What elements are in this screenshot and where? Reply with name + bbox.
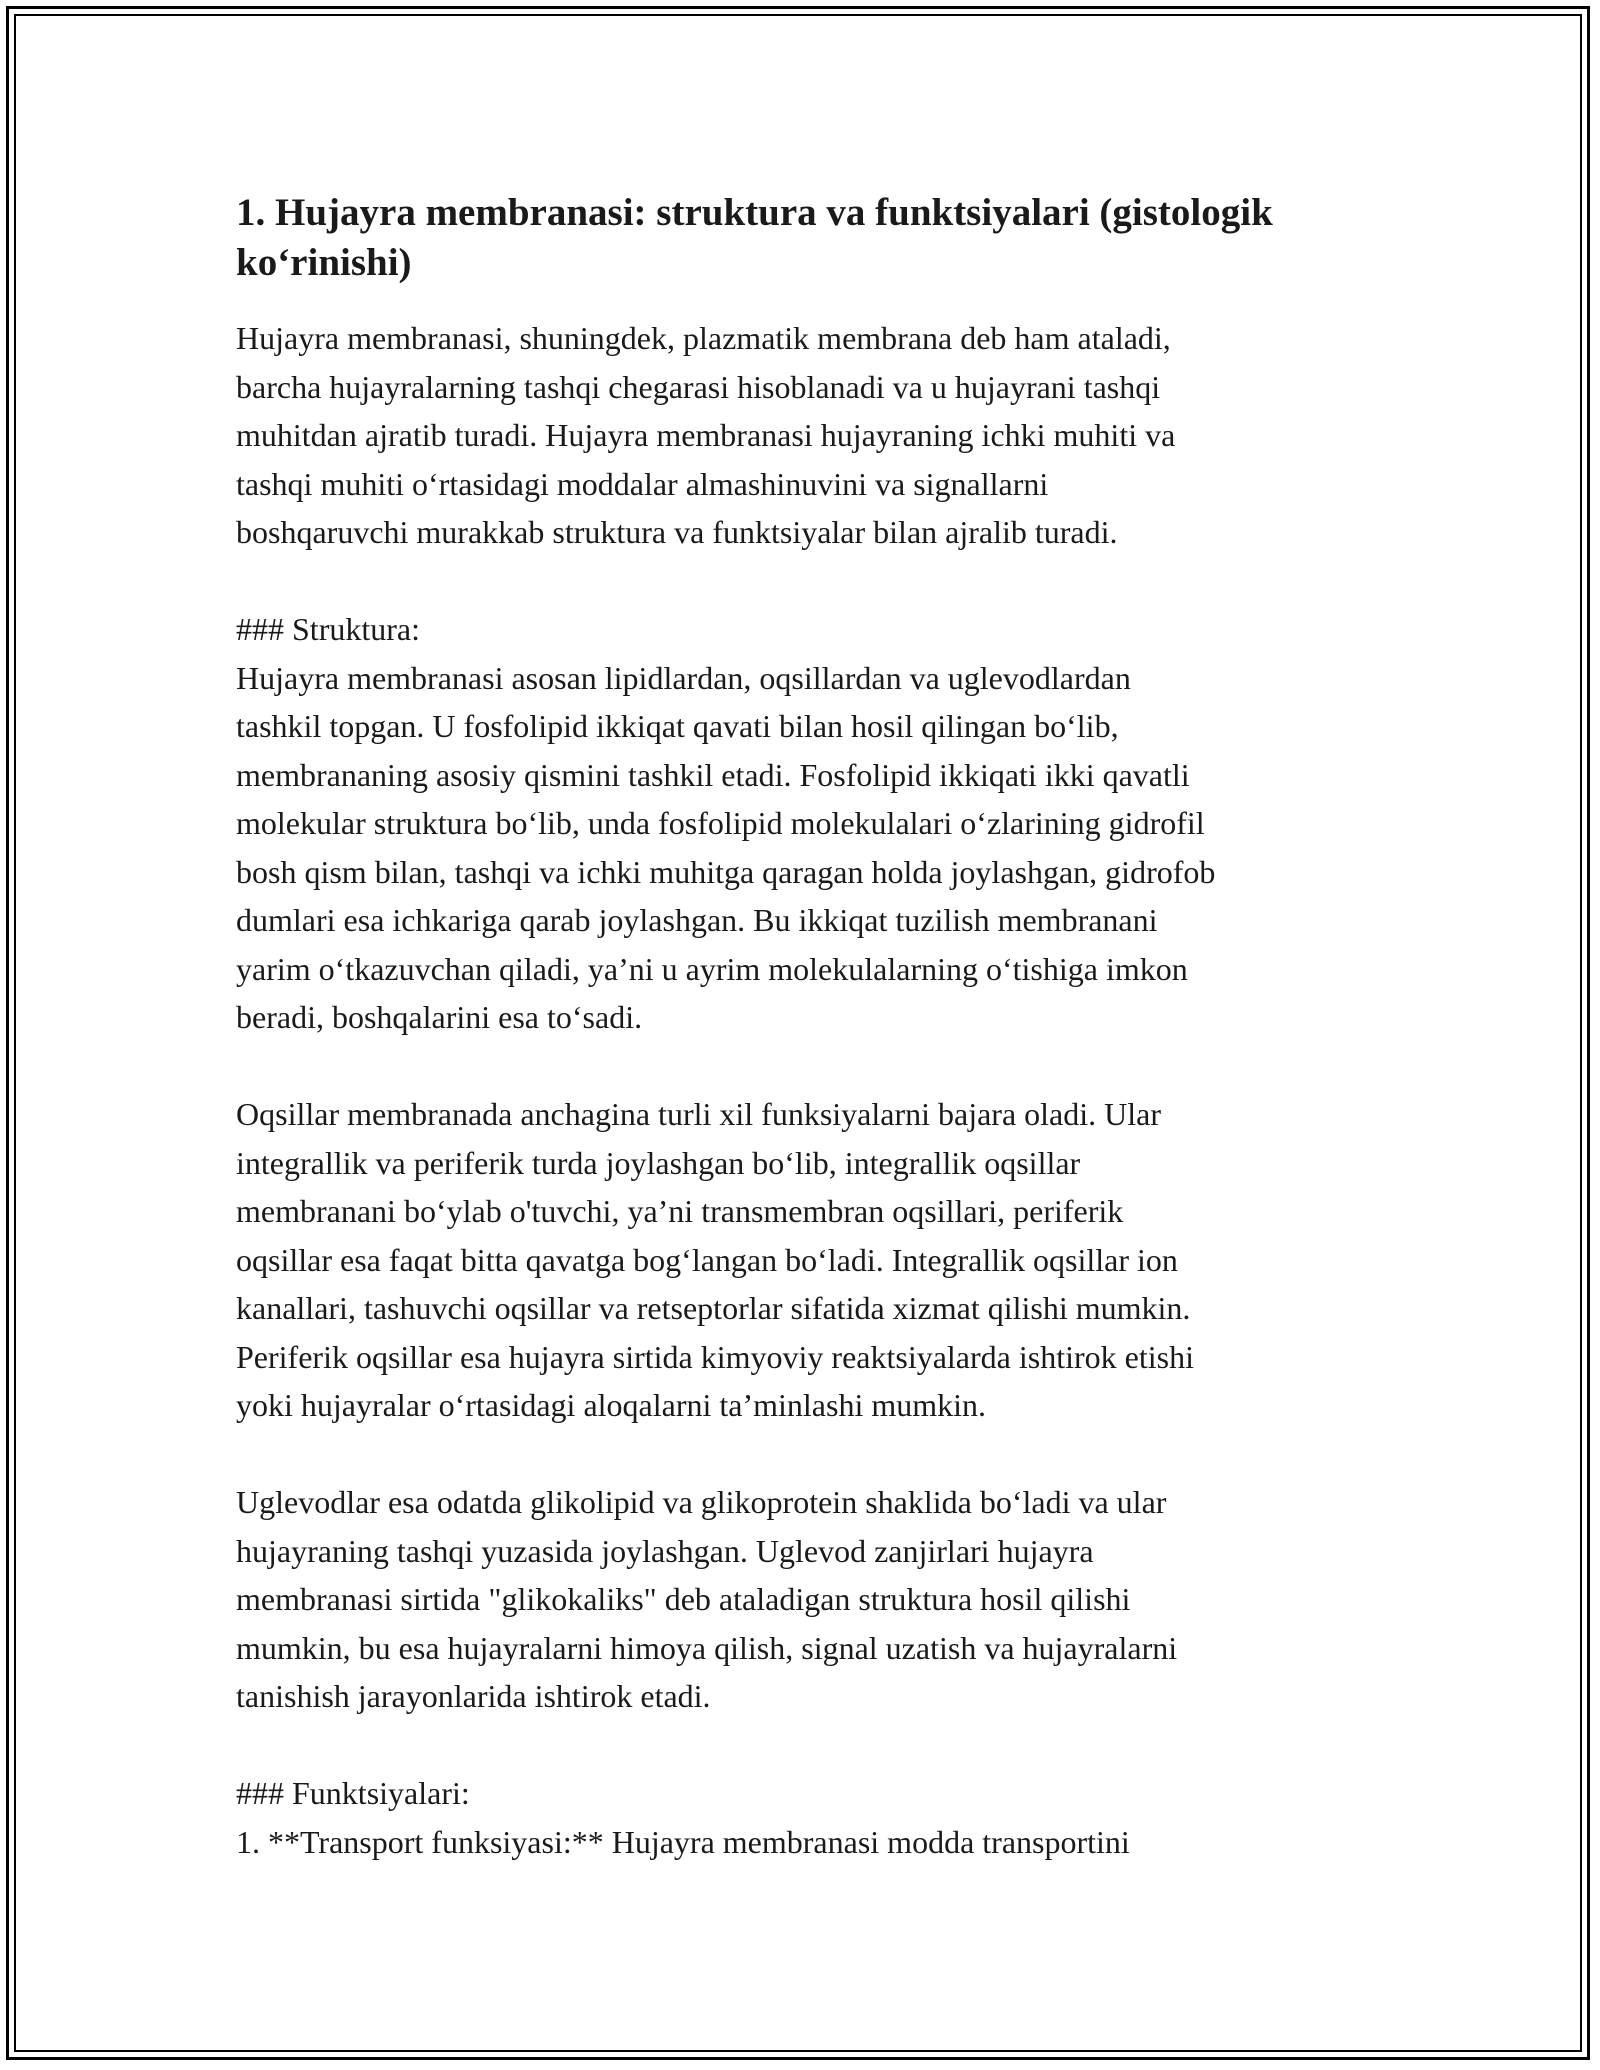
document-page [236, 188, 1366, 1866]
document-heading: 1. Hujayra membranasi: struktura va funktsiyalari (gistologik ko‘rinishi) [236, 191, 1273, 284]
paragraph-structure: ### Struktura: Hujayra membranasi asosan lipidlardan, oqsillardan va uglevodlardan tashkil topgan. U fosfolipid ikkiqat qavati bilan hosil qilingan bo‘lib, membrananing asosiy qismini tashkil etadi. Fosfolipid ikkiqati ikki qavatli molekular struktura bo‘lib, unda fosfolipid molekulalari o‘zlarining gidrofil bosh qism bilan, tashqi va ichki muhitga qaragan holda joylashgan, gidrofob dumlari esa ichkariga qarab joylashgan. Bu ikkiqat tuzilish membranani yarim o‘tkazuvchan qiladi, ya’ni u ayrim molekulalarning o‘tishiga imkon beradi, boshqalarini esa to‘sadi. [236, 611, 1216, 1035]
paragraph-gap [236, 1721, 1366, 1770]
paragraph-proteins: Oqsillar membranada anchagina turli xil funksiyalarni bajara oladi. Ular integrallik va periferik turda joylashgan bo‘lib, integrallik oqsillar membranani bo‘ylab o'tuvchi, ya’ni transmembran oqsillari, periferik oqsillar esa faqat bitta qavatga bog‘langan bo‘ladi. Integrallik oqsillar ion kanallari, tashuvchi oqsillar va retseptorlar sifatida xizmat qilishi mumkin. Periferik oqsillar esa hujayra sirtida kimyoviy reaktsiyalarda ishtirok etishi yoki hujayralar o‘rtasidagi aloqalarni ta’minlashi mumkin. [236, 1096, 1194, 1423]
paragraph-intro: Hujayra membranasi, shuningdek, plazmatik membrana deb ham ataladi, barcha hujayralarning tashqi chegarasi hisoblanadi va u hujayrani tashqi muhitdan ajratib turadi. Hujayra membranasi hujayraning ichki muhiti va tashqi muhiti o‘rtasidagi moddalar almashinuvini va signallarni boshqaruvchi murakkab struktura va funktsiyalar bilan ajralib turadi. [236, 320, 1176, 550]
paragraph-carbohydrates: Uglevodlar esa odatda glikolipid va glikoprotein shaklida bo‘ladi va ular hujayraning tashqi yuzasida joylashgan. Uglevod zanjirlari hujayra membranasi sirtida "glikokaliks" deb ataladigan struktura hosil qilishi mumkin, bu esa hujayralarni himoya qilish, signal uzatish va hujayralarni tanishish jarayonlarida ishtirok etadi. [236, 1484, 1178, 1714]
paragraph-gap [236, 1430, 1366, 1479]
paragraph-gap [236, 557, 1366, 606]
paragraph-gap [236, 1042, 1366, 1091]
paragraph-functions: ### Funktsiyalari: 1. **Transport funksiyasi:** Hujayra membranasi modda transportini [236, 1775, 1130, 1860]
